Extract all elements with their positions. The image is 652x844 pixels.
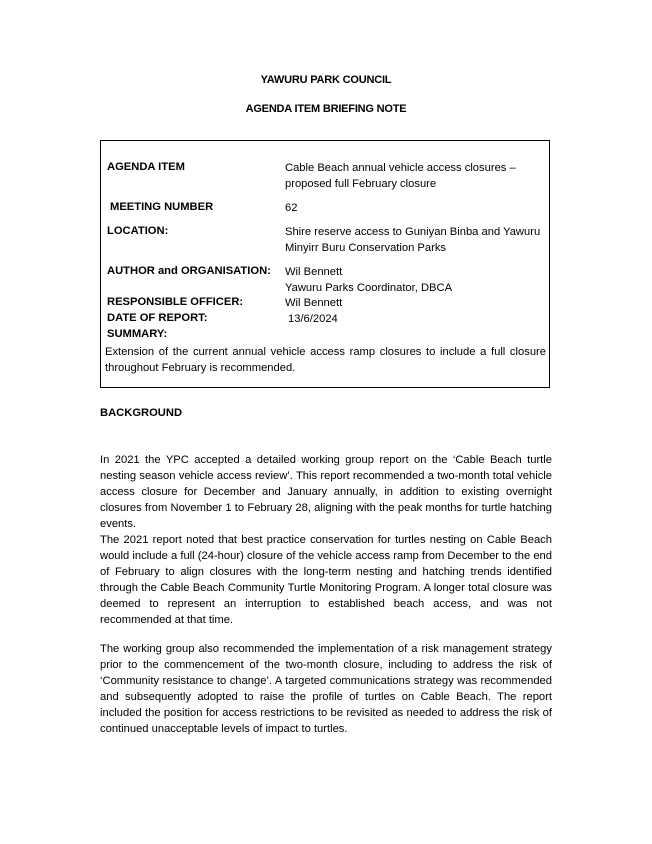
author-value: Wil Bennett Yawuru Parks Coordinator, DBCA	[285, 266, 453, 294]
date-of-report-label: DATE OF REPORT:	[107, 312, 208, 324]
background-heading: BACKGROUND	[100, 407, 183, 419]
agenda-item-label: AGENDA ITEM	[107, 161, 185, 173]
summary-text: Extension of the current annual vehicle access ramp closures to include a full closure throughout February is recommended.	[105, 346, 546, 374]
summary-box	[100, 140, 550, 388]
location-value: Shire reserve access to Guniyan Binba and Yawuru Minyirr Buru Conservation Parks	[285, 226, 541, 254]
agenda-item-value: Cable Beach annual vehicle access closures – proposed full February closure	[285, 162, 516, 190]
background-paragraph-3: The working group also recommended the implementation of a risk management strategy prior to the commencement of the two-month closure, including to address the risk of ‘Community resistance to change’. A targeted communications strategy was recommended and subsequently adopted to raise the profile of turtles on Cable Beach. The report included the position for access restrictions to be revisited as needed to address the risk of continued unacceptable levels of impact to turtles.	[100, 643, 552, 735]
date-of-report-value: 13/6/2024	[288, 313, 338, 325]
meeting-number-label: MEETING NUMBER	[110, 201, 214, 213]
background-paragraph-2: The 2021 report noted that best practice conservation for turtles nesting on Cable Beach would include a full (24-hour) closure of the vehicle access ramp from December to the end of February to align closures with the long-term nesting and hatching trends identified through the Cable Beach Community Turtle Monitoring Program. A longer total closure was deemed to represent an interruption to established beach access, and was not recommended at that time.	[100, 534, 552, 626]
author-label: AUTHOR and ORGANISATION:	[107, 265, 271, 277]
background-paragraph-1: In 2021 the YPC accepted a detailed working group report on the ‘Cable Beach turtle nesting season vehicle access review’. This report recommended a two-month total vehicle access closure for December and January annually, in addition to existing overnight closures from November 1 to February 28, aligning with the peak months for turtle hatching events.	[100, 454, 552, 530]
meeting-number-value: 62	[285, 202, 298, 214]
responsible-officer-value: Wil Bennett	[285, 297, 343, 309]
document-header-org: YAWURU PARK COUNCIL	[260, 74, 392, 86]
summary-label: SUMMARY:	[107, 328, 168, 340]
document-header-title: AGENDA ITEM BRIEFING NOTE	[245, 103, 407, 115]
responsible-officer-label: RESPONSIBLE OFFICER:	[107, 296, 244, 308]
location-label: LOCATION:	[107, 225, 169, 237]
